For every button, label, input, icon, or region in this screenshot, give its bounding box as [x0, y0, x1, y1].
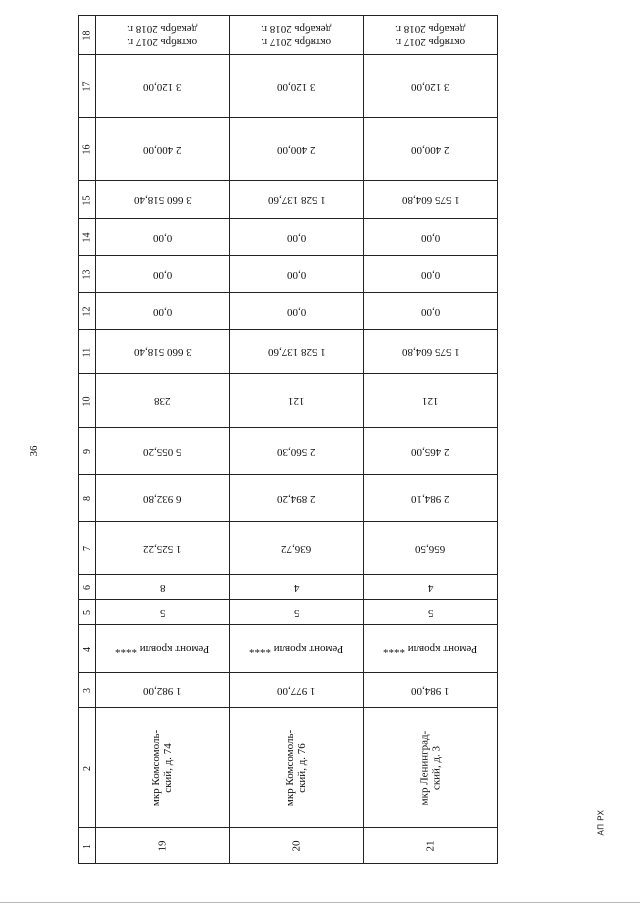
- table-cell: 20: [230, 828, 364, 864]
- table-row: [79, 219, 498, 256]
- column-number: 15: [79, 181, 96, 219]
- table-cell: 0,00: [230, 256, 364, 293]
- table-cell: 1 575 604,80: [364, 330, 498, 374]
- table-row: [79, 708, 498, 828]
- table-row: [79, 428, 498, 475]
- column-number: 5: [79, 600, 96, 625]
- table-cell: 121: [364, 374, 498, 428]
- table-cell: 0,00: [96, 219, 230, 256]
- table-cell: 1 982,00: [96, 673, 230, 708]
- column-number: 16: [79, 118, 96, 181]
- table-row: [79, 575, 498, 600]
- table-cell: 636,72: [230, 522, 364, 575]
- table-cell: 21: [364, 828, 498, 864]
- table-cell: 0,00: [96, 256, 230, 293]
- column-number: 14: [79, 219, 96, 256]
- table-cell: 2 560,30: [230, 428, 364, 475]
- table-cell: 4: [364, 575, 498, 600]
- table-row: [79, 828, 498, 864]
- column-number: 1: [79, 828, 96, 864]
- table-cell: 0,00: [230, 293, 364, 330]
- table-cell: 3 120,00: [364, 55, 498, 118]
- table-row: [79, 600, 498, 625]
- table-cell: октябрь 2017 г. декабрь 2018 г.: [96, 16, 230, 55]
- table-cell: Ремонт кровли ****: [96, 625, 230, 673]
- table-row: [79, 673, 498, 708]
- table-row: [79, 181, 498, 219]
- table-cell: 2 400,00: [96, 118, 230, 181]
- table-cell: Ремонт кровли ****: [230, 625, 364, 673]
- table-cell: 0,00: [96, 293, 230, 330]
- column-number: 11: [79, 330, 96, 374]
- table-cell: 5: [364, 600, 498, 625]
- table-row: [79, 522, 498, 575]
- column-number: 9: [79, 428, 96, 475]
- table-row: [79, 330, 498, 374]
- column-number: 13: [79, 256, 96, 293]
- table-cell: 1 977,00: [230, 673, 364, 708]
- footer-mark: АП РХ: [596, 809, 606, 836]
- column-number: 12: [79, 293, 96, 330]
- table-cell: 2 894,20: [230, 475, 364, 522]
- table-row: [79, 293, 498, 330]
- table-cell: Ремонт кровли ****: [364, 625, 498, 673]
- table-cell: 0,00: [364, 293, 498, 330]
- table-cell: 0,00: [364, 219, 498, 256]
- table-cell: 121: [230, 374, 364, 428]
- table-cell: октябрь 2017 г. декабрь 2018 г.: [230, 16, 364, 55]
- table-cell: 2 984,10: [364, 475, 498, 522]
- table-cell: 4: [230, 575, 364, 600]
- table-row: [79, 625, 498, 673]
- bottom-rule: [0, 902, 640, 903]
- table-cell: 3 660 518,40: [96, 181, 230, 219]
- column-number: 17: [79, 55, 96, 118]
- table-cell: 656,50: [364, 522, 498, 575]
- table-cell: 6 932,80: [96, 475, 230, 522]
- column-number: 10: [79, 374, 96, 428]
- table-cell: 2 465,00: [364, 428, 498, 475]
- table-cell: 5 055,20: [96, 428, 230, 475]
- table-row: [79, 55, 498, 118]
- table-cell: 238: [96, 374, 230, 428]
- table-row: [79, 475, 498, 522]
- table-cell: 1 528 137,60: [230, 330, 364, 374]
- table-row: [79, 374, 498, 428]
- table-cell: 8: [96, 575, 230, 600]
- table-cell: 2 400,00: [230, 118, 364, 181]
- column-number: 7: [79, 522, 96, 575]
- table-cell: 0,00: [364, 256, 498, 293]
- table-cell: 3 120,00: [230, 55, 364, 118]
- table-cell: 0,00: [230, 219, 364, 256]
- column-number: 3: [79, 673, 96, 708]
- column-number: 8: [79, 475, 96, 522]
- table-cell: 5: [96, 600, 230, 625]
- table-cell: 1 575 604,80: [364, 181, 498, 219]
- table-cell: 3 660 518,40: [96, 330, 230, 374]
- table-cell: октябрь 2017 г. декабрь 2018 г.: [364, 16, 498, 55]
- column-number: 6: [79, 575, 96, 600]
- table-row: [79, 118, 498, 181]
- table-cell: мкр Комсомоль- ский, д. 74: [96, 708, 230, 828]
- column-number: 4: [79, 625, 96, 673]
- page-number: 36: [28, 445, 40, 457]
- column-number: 2: [79, 708, 96, 828]
- table-cell: 1 984,00: [364, 673, 498, 708]
- table-cell: мкр Комсомоль- ский, д. 76: [230, 708, 364, 828]
- table-cell: 1 525,22: [96, 522, 230, 575]
- table-cell: 2 400,00: [364, 118, 498, 181]
- table-row: [79, 16, 498, 55]
- table-cell: мкр Ленинград- ский, д. 3: [364, 708, 498, 828]
- column-number: 18: [79, 16, 96, 55]
- table-cell: 19: [96, 828, 230, 864]
- table-row: [79, 256, 498, 293]
- table-cell: 3 120,00: [96, 55, 230, 118]
- document-table: [78, 15, 498, 864]
- table-cell: 5: [230, 600, 364, 625]
- table-cell: 1 528 137,60: [230, 181, 364, 219]
